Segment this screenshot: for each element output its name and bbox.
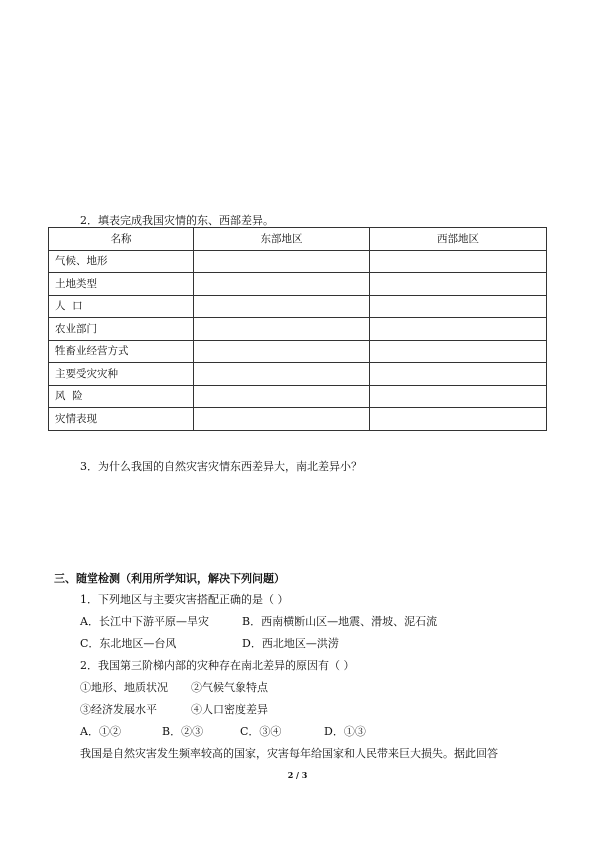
- row-label: 气候、地形: [49, 250, 194, 273]
- mc1-option-a[interactable]: A．长江中下游平原—旱灾: [80, 615, 209, 628]
- passage-text: 我国是自然灾害发生频率较高的国家，灾害每年给国家和人民带来巨大损失。据此回答: [80, 747, 498, 760]
- table-row: [49, 385, 547, 408]
- mc2-option-b[interactable]: B．②③: [162, 725, 204, 738]
- west-cell[interactable]: [370, 408, 547, 431]
- mc2-statement-2: ②气候气象特点: [191, 681, 268, 694]
- mc1-option-b[interactable]: B．西南横断山区—地震、滑坡、泥石流: [242, 615, 438, 628]
- mc1-question: 1．下列地区与主要灾害搭配正确的是（ ）: [80, 593, 289, 606]
- header-west: 西部地区: [370, 228, 547, 251]
- mc2-statement-3: ③经济发展水平: [80, 703, 157, 716]
- east-cell[interactable]: [194, 295, 370, 318]
- disaster-comparison-table: [48, 227, 547, 431]
- table-row: [49, 295, 547, 318]
- page-number: 2 / 3: [287, 770, 308, 780]
- table-row: [49, 340, 547, 363]
- east-cell[interactable]: [194, 318, 370, 341]
- mc1-option-c[interactable]: C．东北地区—台风: [80, 637, 177, 650]
- east-cell[interactable]: [194, 250, 370, 273]
- east-cell[interactable]: [194, 340, 370, 363]
- west-cell[interactable]: [370, 340, 547, 363]
- east-cell[interactable]: [194, 408, 370, 431]
- mc2-option-a[interactable]: A．①②: [80, 725, 121, 738]
- row-label: 人 口: [49, 295, 194, 318]
- east-cell[interactable]: [194, 273, 370, 296]
- table-row: [49, 318, 547, 341]
- row-label: 风 险: [49, 385, 194, 408]
- table-row: [49, 408, 547, 431]
- west-cell[interactable]: [370, 273, 547, 296]
- table-row: [49, 273, 547, 296]
- mc2-option-d[interactable]: D．①③: [324, 725, 366, 738]
- row-label: 牲畜业经营方式: [49, 340, 194, 363]
- row-label: 农业部门: [49, 318, 194, 341]
- mc2-statement-4: ④人口密度差异: [191, 703, 268, 716]
- row-label: 主要受灾灾种: [49, 363, 194, 386]
- header-name: 名称: [49, 228, 194, 251]
- table-row: [49, 250, 547, 273]
- question-3-text: 3．为什么我国的自然灾害灾情东西差异大，南北差异小？: [80, 460, 362, 473]
- table-row: [49, 363, 547, 386]
- west-cell[interactable]: [370, 363, 547, 386]
- header-east: 东部地区: [194, 228, 370, 251]
- west-cell[interactable]: [370, 385, 547, 408]
- east-cell[interactable]: [194, 363, 370, 386]
- question-2-text: 2．填表完成我国灾情的东、西部差异。: [80, 214, 274, 227]
- west-cell[interactable]: [370, 250, 547, 273]
- table-header-row: [49, 228, 547, 251]
- row-label: 土地类型: [49, 273, 194, 296]
- mc2-statement-1: ①地形、地质状况: [80, 681, 168, 694]
- east-cell[interactable]: [194, 385, 370, 408]
- mc1-option-d[interactable]: D．西北地区—洪涝: [242, 637, 339, 650]
- west-cell[interactable]: [370, 295, 547, 318]
- row-label: 灾情表现: [49, 408, 194, 431]
- mc2-option-c[interactable]: C．③④: [240, 725, 282, 738]
- west-cell[interactable]: [370, 318, 547, 341]
- mc2-question: 2．我国第三阶梯内部的灾种存在南北差异的原因有（ ）: [80, 659, 355, 672]
- section-3-title: 三、随堂检测（利用所学知识，解决下列问题）: [54, 572, 285, 585]
